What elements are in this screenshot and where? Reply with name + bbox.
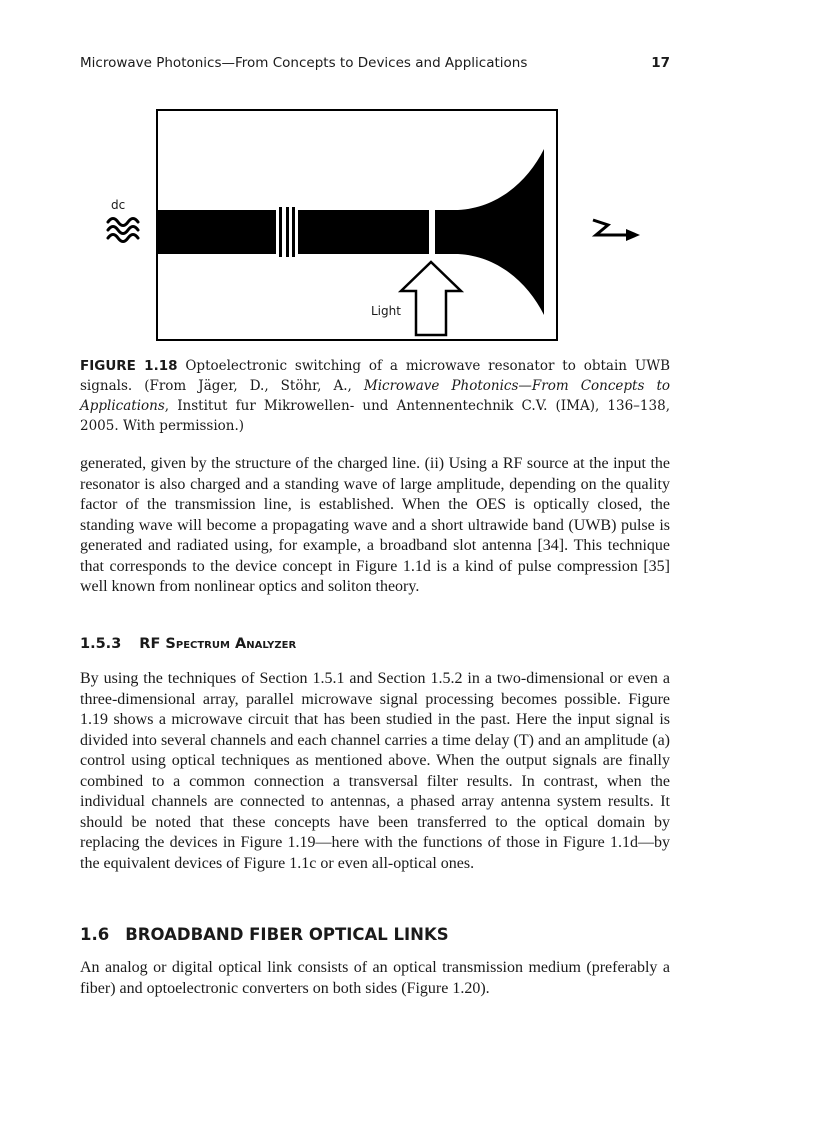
caption-italic: Microwave Photonics—From Concepts to Applications — [80, 378, 670, 414]
line-segment-1 — [158, 210, 276, 254]
gap-bar-1 — [279, 207, 282, 257]
caption-text-1: Optoelectronic switching of a microwave resonator to obtain UWB signals. (From Jäger, D., Stöhr, A., — [80, 358, 670, 394]
light-label: Light — [371, 304, 401, 318]
paragraph-2: By using the techniques of Section 1.5.1 and Section 1.5.2 in a two-dimensional or even a three-dimensional array, parallel microwave signal processing becomes possible. Figure 1.19 shows a microwave circuit that has been studied in the past. Here the input signal is divided into several channels and each channel carries a time delay (T) and an amplitude (a) control using optical techniques as mentioned above. When the output signals are finally combined to a common connection a transversal filter results. In contrast, when the individual channels are connected to antennas, a phased array antenna system results. It should be noted that these concepts have been transferred to the optical domain by replacing the devices in Figure 1.19—here with the functions of those in Figure 1.1d—by the equivalent devices of Figure 1.1c or even all-optical ones. — [80, 670, 670, 872]
gap-bar-2 — [286, 207, 289, 257]
paragraph-1: generated, given by the structure of the charged line. (ii) Using a RF source at the input the resonator is also charged and a standing wave of large amplitude, depending on the quality factor of the transmission line, is established. When the OES is optically closed, the standing wave will become a propagating wave and a short ultrawide band (UWB) pulse is generated and radiated using, for example, a broadband slot antenna [34]. This technique that corresponds to the device concept in Figure 1.1d is a kind of pulse compression [35] well known from nonlinear optics and soliton theory. — [80, 455, 670, 595]
running-title: Microwave Photonics—From Concepts to Devices and Applications — [80, 55, 528, 71]
section-title: BROADBAND FIBER OPTICAL LINKS — [125, 925, 449, 944]
light-arrow-icon — [401, 262, 461, 335]
figure-caption — [80, 356, 670, 436]
section-number: 1.6 — [80, 925, 110, 944]
dc-label-outer: dc — [111, 198, 126, 212]
resonator-diagram — [158, 111, 560, 343]
caption-label: FIGURE 1.18 — [80, 358, 178, 374]
running-head — [80, 55, 670, 71]
section-heading-1-5-3 — [80, 636, 296, 652]
caption-text-2: , Institut fur Mikrowellen- und Antennentechnik C.V. (IMA), 136–138, 2005. With permission.) — [80, 398, 670, 434]
section-number: 1.5.3 — [80, 636, 122, 652]
paragraph-3: An analog or digital optical link consists of an optical transmission medium (preferably a fiber) and optoelectronic converters on both sides (Figure 1.20). — [80, 959, 670, 997]
page-number: 17 — [651, 55, 670, 71]
gap-bar-3 — [292, 207, 295, 257]
line-segment-2 — [298, 210, 429, 254]
figure-1-18 — [156, 109, 558, 341]
pulse-arrow-overlay — [590, 215, 650, 245]
section-title: RF Spectrum Analyzer — [139, 636, 297, 652]
section-heading-1-6 — [80, 925, 449, 944]
